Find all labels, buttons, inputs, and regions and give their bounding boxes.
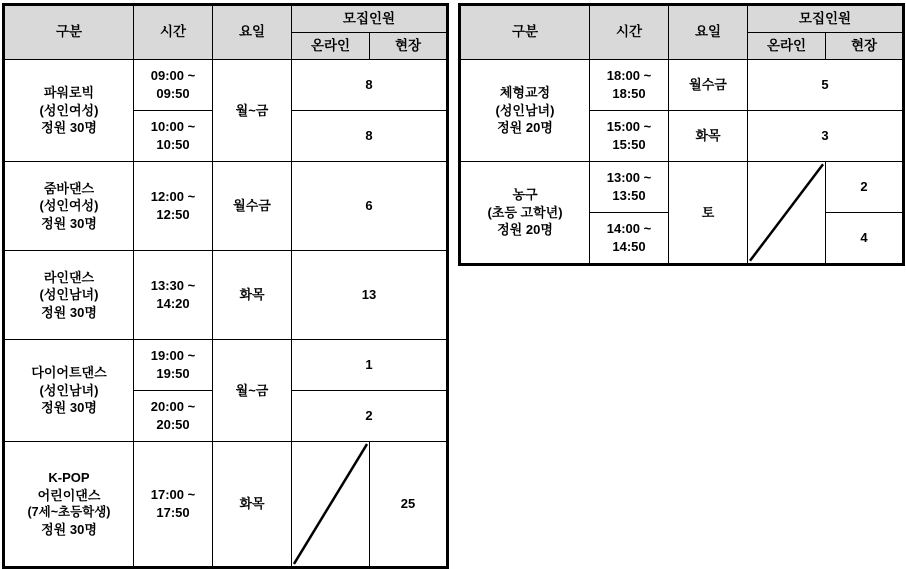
time-end: 13:50 [612,188,646,203]
header-onsite: 현장 [370,33,448,60]
class-name-line: 라인댄스 [43,269,95,285]
time-cell [134,60,213,111]
schedule-table-right [458,3,905,266]
header-onsite: 현장 [826,33,904,60]
capacity-cell: 3 [748,111,904,162]
time-cell [590,111,669,162]
capacity-onsite-cell: 4 [826,213,904,265]
time-end: 09:50 [156,86,190,101]
time-start: 14:00 ~ [606,221,652,237]
table-row [460,162,904,213]
diagonal-strike-icon [292,442,369,566]
class-capacity-line: 정원 30명 [41,304,97,320]
online-unavailable-cell [748,162,826,265]
time-cell [590,162,669,213]
time-cell [590,213,669,265]
header-row-1 [4,5,448,33]
class-capacity-line: 정원 30명 [41,400,97,416]
header-day: 요일 [213,5,292,60]
table-left-head [4,5,448,60]
capacity-cell: 6 [292,162,448,251]
time-end: 14:50 [612,239,646,254]
header-time: 시간 [134,5,213,60]
time-start: 19:00 ~ [150,348,196,364]
class-capacity-line: 정원 30명 [41,215,97,231]
table-right-head [460,5,904,60]
time-cell [134,251,213,340]
header-row-1 [460,5,904,33]
class-name-cell [4,251,134,340]
class-name-cell [460,162,590,265]
capacity-cell: 5 [748,60,904,111]
time-end: 14:20 [156,296,190,311]
table-row [4,60,448,111]
time-end: 17:50 [156,505,190,520]
class-target-line: (성인남녀) [39,287,99,303]
capacity-cell: 13 [292,251,448,340]
table-right-body [460,60,904,265]
class-name-line: 체형교정 [499,85,551,101]
day-cell: 월수금 [669,60,748,111]
class-target-line: (성인남녀) [495,102,555,118]
class-name-line: K-POP [48,470,90,486]
time-end: 18:50 [612,86,646,101]
header-time: 시간 [590,5,669,60]
time-start: 12:00 ~ [150,189,196,205]
day-cell: 월수금 [213,162,292,251]
diagonal-strike-icon [748,162,825,263]
capacity-cell: 8 [292,111,448,162]
table-row [4,442,448,568]
header-online: 온라인 [292,33,370,60]
class-target-line: (성인남녀) [39,382,99,398]
class-name-cell [460,60,590,162]
time-start: 13:00 ~ [606,170,652,186]
time-end: 20:50 [156,417,190,432]
class-name-line: 농구 [512,187,538,203]
capacity-onsite-cell: 2 [826,162,904,213]
day-cell: 화목 [213,442,292,568]
table-left-body [4,60,448,568]
time-end: 19:50 [156,366,190,381]
class-target-line: (성인여성) [39,198,99,214]
time-end: 15:50 [612,137,646,152]
time-cell [134,111,213,162]
class-target-line: (7세~초등학생) [27,505,111,520]
day-cell: 화목 [213,251,292,340]
capacity-cell: 2 [292,391,448,442]
capacity-cell: 8 [292,60,448,111]
table-row [4,340,448,391]
time-start: 20:00 ~ [150,399,196,415]
time-start: 09:00 ~ [150,68,196,84]
class-capacity-line: 정원 20명 [497,120,553,136]
time-cell [590,60,669,111]
class-target-line: (성인여성) [39,102,99,118]
header-day: 요일 [669,5,748,60]
time-cell [134,442,213,568]
day-cell: 토 [669,162,748,265]
time-start: 17:00 ~ [150,487,196,503]
class-capacity-line: 정원 30명 [41,522,97,538]
header-capacity: 모집인원 [292,5,448,33]
class-name-line: 줌바댄스 [43,180,95,196]
header-class: 구분 [4,5,134,60]
time-start: 13:30 ~ [150,278,196,294]
class-name-line: 다이어트댄스 [31,365,107,381]
class-name-line-2: 어린이댄스 [37,487,101,503]
day-cell: 화목 [669,111,748,162]
time-start: 18:00 ~ [606,68,652,84]
time-end: 10:50 [156,137,190,152]
online-unavailable-cell [292,442,370,568]
time-end: 12:50 [156,207,190,222]
header-class: 구분 [460,5,590,60]
day-cell: 월~금 [213,340,292,442]
header-capacity: 모집인원 [748,5,904,33]
time-cell [134,340,213,391]
header-online: 온라인 [748,33,826,60]
day-cell: 월~금 [213,60,292,162]
class-name-cell [4,442,134,568]
table-row [4,162,448,251]
table-row [4,251,448,340]
time-start: 15:00 ~ [606,119,652,135]
time-cell [134,162,213,251]
class-name-cell [4,340,134,442]
class-capacity-line: 정원 30명 [41,120,97,136]
class-capacity-line: 정원 20명 [497,222,553,238]
capacity-onsite-cell: 25 [370,442,448,568]
time-cell [134,391,213,442]
class-name-cell [4,60,134,162]
schedule-table-left [2,3,449,569]
class-target-line: (초등 고학년) [487,204,563,220]
time-start: 10:00 ~ [150,119,196,135]
table-row [460,60,904,111]
class-name-cell [4,162,134,251]
class-name-line: 파워로빅 [43,85,95,101]
capacity-cell: 1 [292,340,448,391]
